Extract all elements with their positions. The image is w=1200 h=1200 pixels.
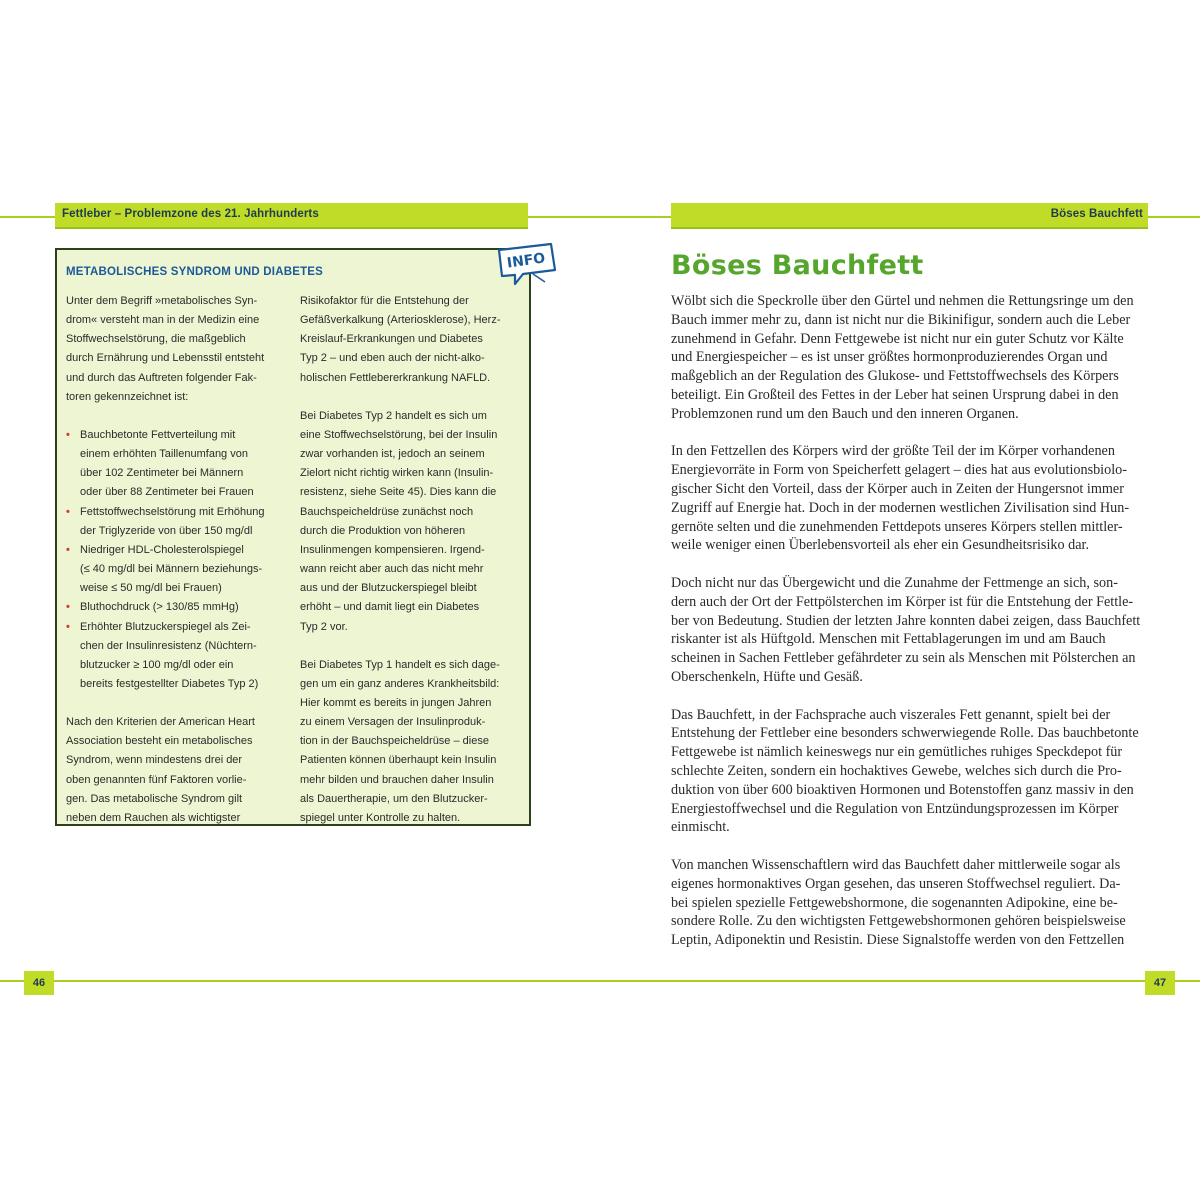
- bullet-icon: •: [66, 620, 70, 633]
- text-line: eigenes hormonaktives Organ gesehen, das unseren Stoffwechsel reguliert. Da-: [671, 875, 1121, 892]
- text-line: Bauchspeicheldrüse zunächst noch: [300, 505, 474, 518]
- text-line: Bauch immer mehr zu, dann ist nicht nur die Bikinifigur, sondern auch die Leber: [671, 311, 1131, 328]
- text-line: zwar vorhanden ist, jedoch an seinem: [300, 448, 485, 461]
- body-paragraph: [671, 442, 1149, 555]
- text-line: Stoffwechselstörung, die maßgeblich: [66, 333, 246, 346]
- text-line: Gefäßverkalkung (Arteriosklerose), Herz-: [300, 314, 501, 327]
- info-closing: [66, 713, 288, 828]
- body-paragraph: [671, 574, 1149, 687]
- text-line: aus und der Blutzuckerspiegel bleibt: [300, 582, 477, 595]
- text-line: (≤ 40 mg/dl bei Männern beziehungs-: [80, 563, 263, 576]
- text-line: drom« versteht man in der Medizin eine: [66, 314, 260, 327]
- text-line: Das Bauchfett, in der Fachsprache auch viszerales Fett genannt, spielt bei der: [671, 706, 1111, 723]
- info-para-2: [300, 407, 524, 637]
- text-line: gen um ein ganz anderes Krankheitsbild:: [300, 677, 500, 690]
- text-line: und Energiespeicher – es ist unser größtes hormonproduzierendes Organ und: [671, 349, 1108, 366]
- text-line: Energiestoffwechsel und die Regulation von Entzündungsprozessen im Körper: [671, 800, 1119, 817]
- text-line: Risikofaktor für die Entstehung der: [300, 295, 469, 307]
- body-text: [671, 292, 1149, 969]
- page-title: Böses Bauchfett: [671, 250, 924, 281]
- info-column-left: [66, 292, 288, 828]
- text-line: Leptin, Adiponektin und Resistin. Diese Signalstoffe werden von den Fettzellen: [671, 932, 1125, 949]
- text-line: riskanter ist als Hüftgold. Menschen mit Fettablagerungen im und am Bauch: [671, 631, 1106, 648]
- text-line: Bluthochdruck (> 130/85 mmHg): [80, 601, 239, 614]
- text-line: gen. Das metabolische Syndrom gilt: [66, 792, 243, 805]
- text-line: schlechte Zeiten, sondern ein hochaktives Gewebe, welches sich durch die Pro-: [671, 762, 1122, 779]
- text-line: bereits festgestellter Diabetes Typ 2): [80, 677, 259, 690]
- text-line: Nach den Kriterien der American Heart: [66, 716, 255, 729]
- header-rule-right: [1148, 216, 1200, 218]
- text-line: Patienten können überhaupt kein Insulin: [300, 754, 497, 767]
- header-rule-left: [0, 216, 55, 218]
- risk-factor-list: [66, 426, 288, 694]
- text-line: tion in der Bauchspeicheldrüse – diese: [300, 735, 489, 748]
- text-line: der Triglyzeride von über 150 mg/dl: [80, 524, 253, 537]
- text-line: spiegel unter Kontrolle zu halten.: [300, 811, 461, 824]
- text-line: Bauchbetonte Fettverteilung mit: [80, 428, 236, 441]
- text-line: zunehmend in Gefahr. Denn Fettgewebe ist nicht nur ein guter Schutz vor Kälte: [671, 330, 1124, 347]
- text-line: Syndrom, wenn mindestens drei der: [66, 754, 243, 767]
- text-line: Zugriff auf Energie hat. Doch in der modernen westlichen Zivilisation sind Hun-: [671, 499, 1130, 516]
- page-number-left: 46: [24, 971, 54, 995]
- running-header-left: Fettleber – Problemzone des 21. Jahrhunderts: [62, 208, 319, 220]
- text-line: Doch nicht nur das Übergewicht und die Zunahme der Fettmenge an sich, son-: [671, 574, 1118, 591]
- footer-rule: [0, 980, 1200, 982]
- text-line: durch Ernährung und Lebensstil entsteht: [66, 352, 265, 365]
- text-line: Typ 2 – und eben auch der nicht-alko-: [300, 352, 485, 365]
- bullet-icon: •: [66, 601, 70, 614]
- text-line: oben genannten fünf Faktoren vorlie-: [66, 773, 247, 786]
- text-line: Typ 2 vor.: [300, 620, 348, 633]
- text-line: sondere Rolle. Zu den wichtigsten Fettgewebshormonen gehören beispielsweise: [671, 913, 1126, 930]
- text-line: Oberschenkeln, Hüfte und Gesäß.: [671, 668, 863, 685]
- text-line: In den Fettzellen des Körpers wird der größte Teil der im Körper vorhandenen: [671, 443, 1115, 460]
- text-line: Bei Diabetes Typ 2 handelt es sich um: [300, 409, 487, 422]
- bullet-icon: •: [66, 428, 70, 441]
- info-para-3: [300, 656, 524, 828]
- body-paragraph: [671, 706, 1149, 838]
- text-line: gischer Sicht den Vorteil, dass der Körper auch in Zeiten der Hungersnot immer: [671, 480, 1124, 497]
- info-intro: [66, 292, 288, 407]
- text-line: beteiligt. Ein Großteil des Fettes in der Leber hat seinen Ursprung dabei in den: [671, 386, 1119, 403]
- text-line: Niedriger HDL-Cholesterolspiegel: [80, 543, 244, 556]
- text-line: neben dem Rauchen als wichtigster: [66, 811, 241, 824]
- text-line: bei spielen spezielle Fettgewebshormone, die sogenannten Adipokine, eine be-: [671, 894, 1118, 911]
- body-paragraph: [671, 856, 1149, 950]
- text-line: Erhöhter Blutzuckerspiegel als Zei-: [80, 620, 251, 633]
- text-line: Fettstoffwechselstörung mit Erhöhung: [80, 505, 265, 518]
- info-box-title: METABOLISCHES SYNDROM UND DIABETES: [66, 266, 324, 278]
- text-line: maßgeblich an der Regulation des Glukose- und Fettstoffwechsels des Körpers: [671, 368, 1119, 385]
- text-line: Association besteht ein metabolisches: [66, 735, 253, 748]
- text-line: wann reicht aber auch das nicht mehr: [300, 563, 484, 576]
- text-line: holischen Fettlebererkrankung NAFLD.: [300, 371, 491, 384]
- text-line: Zielort nicht richtig wirken kann (Insulin-: [300, 467, 494, 480]
- text-line: einem erhöhten Taillenumfang von: [80, 448, 248, 461]
- text-line: oder über 88 Zentimeter bei Frauen: [80, 486, 254, 499]
- list-item: [66, 541, 288, 598]
- running-header-right: Böses Bauchfett: [1050, 208, 1143, 220]
- bullet-icon: •: [66, 543, 70, 556]
- text-line: erhöht – und damit liegt ein Diabetes: [300, 601, 480, 614]
- text-line: und durch das Auftreten folgender Fak-: [66, 371, 257, 384]
- bullet-icon: •: [66, 505, 70, 518]
- text-line: über 102 Zentimeter bei Männern: [80, 467, 244, 480]
- text-line: Energievorräte in Form von Speicherfett gelagert – dies hat aus evolutionsbiolo-: [671, 462, 1127, 479]
- text-line: Von manchen Wissenschaftlern wird das Bauchfett daher mittlerweile sogar als: [671, 856, 1121, 873]
- info-speech-bubble-icon: [493, 240, 559, 286]
- list-item: [66, 618, 288, 695]
- text-line: als Dauertherapie, um den Blutzucker-: [300, 792, 488, 805]
- text-line: toren gekennzeichnet ist:: [66, 390, 189, 403]
- text-line: ber von Bedeutung. Studien der letzten Jahre konnten dabei zeigen, dass Bauchfett: [671, 612, 1141, 629]
- list-item: [66, 503, 288, 541]
- text-line: resistenz, siehe Seite 45). Dies kann die: [300, 486, 497, 499]
- header-rule-center: [528, 216, 671, 218]
- text-line: einmischt.: [671, 819, 730, 836]
- text-line: zu einem Versagen der Insulinproduk-: [300, 716, 486, 729]
- info-badge-label: INFO: [506, 250, 547, 272]
- text-line: scheinen in Sachen Fettleber gefährdeter zu sein als Menschen mit Pölsterchen an: [671, 650, 1136, 667]
- text-line: Problemzonen rund um den Bauch und den inneren Organen.: [671, 405, 1019, 422]
- text-line: Unter dem Begriff »metabolisches Syn-: [66, 295, 258, 307]
- text-line: Hier kommt es bereits in jungen Jahren: [300, 696, 492, 709]
- text-line: chen der Insulinresistenz (Nüchtern-: [80, 639, 257, 652]
- text-line: mehr bilden und brauchen daher Insulin: [300, 773, 494, 786]
- text-line: Entstehung der Fettleber eine besonders schwerwiegende Rolle. Das bauchbetonte: [671, 725, 1139, 742]
- text-line: Bei Diabetes Typ 1 handelt es sich dage-: [300, 658, 500, 671]
- body-paragraph: [671, 292, 1149, 424]
- text-line: weile weniger einen Überlebensvorteil als eher ein Gesundheitsrisiko dar.: [671, 537, 1089, 554]
- text-line: durch die Produktion von höheren: [300, 524, 466, 537]
- text-line: dern auch der Ort der Fettpölsterchen im Körper ist für die Entstehung der Fettle-: [671, 593, 1134, 610]
- text-line: eine Stoffwechselstörung, bei der Insulin: [300, 428, 498, 441]
- text-line: Insulinmengen kompensieren. Irgend-: [300, 543, 485, 556]
- text-line: weise ≤ 50 mg/dl bei Frauen): [80, 582, 222, 595]
- info-para-1: [300, 292, 524, 388]
- text-line: Wölbt sich die Speckrolle über den Gürtel und nehmen die Rettungsringe um den: [671, 293, 1134, 309]
- list-item: [66, 426, 288, 503]
- text-line: gernöte selten und die zunehmenden Fettdepots unseres Körpers stellen mittler-: [671, 518, 1123, 535]
- text-line: Kreislauf-Erkrankungen und Diabetes: [300, 333, 483, 346]
- list-item: [66, 598, 288, 617]
- page-number-right: 47: [1145, 971, 1175, 995]
- text-line: duktion von über 600 bioaktiven Hormonen und Botenstoffen ganz massiv in den: [671, 781, 1134, 798]
- text-line: blutzucker ≥ 100 mg/dl oder ein: [80, 658, 234, 671]
- info-column-right: [300, 292, 524, 828]
- text-line: Fettgewebe ist nämlich keineswegs nur ein gemütliches ruhiges Speckdepot für: [671, 744, 1123, 761]
